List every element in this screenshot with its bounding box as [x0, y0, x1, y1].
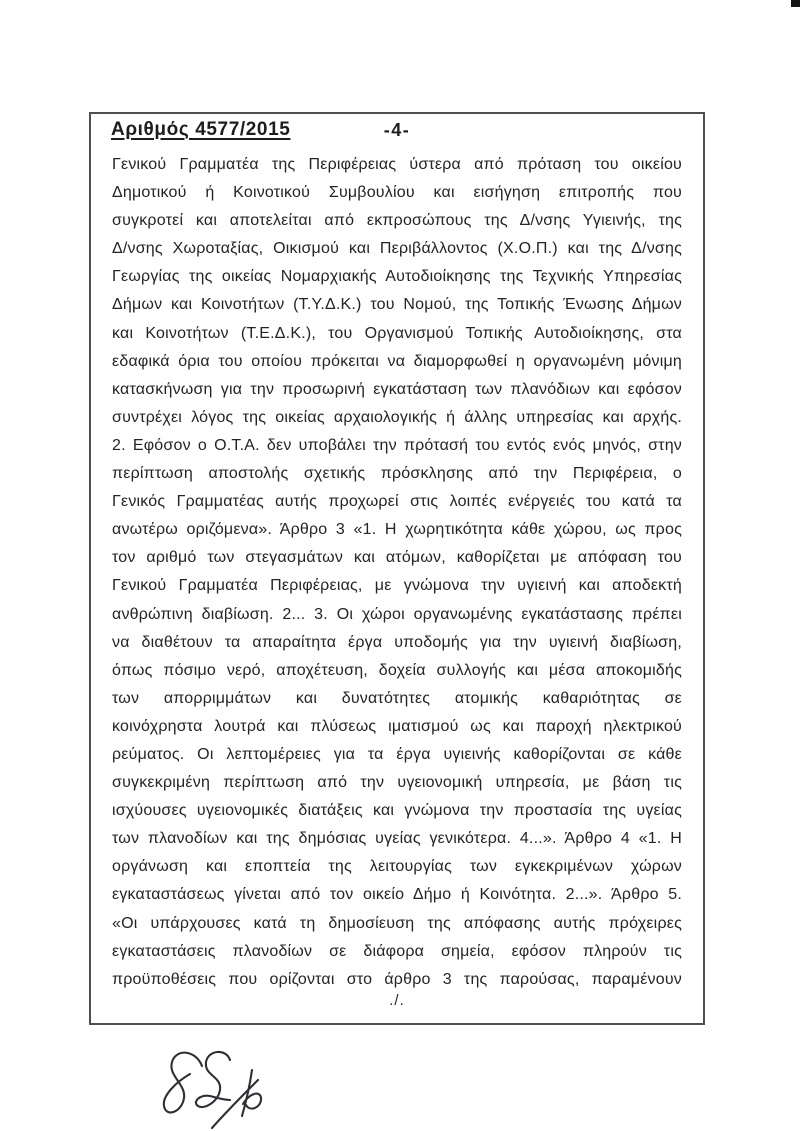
text-line: Γενικού Γραμματέα Περιφέρειας, με γνώμονα την υγιεινή και αποδεκτή: [112, 577, 682, 595]
page-number: -4-: [383, 120, 411, 140]
text-line: κατασκήνωση για την προσωρινή εγκατάσταση των πλανόδιων και εφόσον: [112, 380, 682, 398]
text-line: Δήμων και Κοινοτήτων (Τ.Υ.Δ.Κ.) του Νομού, της Τοπικής Ένωσης Δήμων: [112, 296, 682, 314]
text-line: οργάνωση και εποπτεία της λειτουργίας των εγκεκριμένων χώρων: [112, 858, 682, 876]
text-line: εδαφικά όρια του οποίου πρόκειται να διαμορφωθεί η οργανωμένη μόνιμη: [112, 352, 682, 370]
text-line: 2. Εφόσον ο Ο.Τ.Α. δεν υποβάλει την πρότασή του εντός ενός μηνός, στην: [112, 436, 682, 454]
text-line: Δημοτικού ή Κοινοτικού Συμβουλίου και εισήγηση επιτροπής που: [112, 184, 682, 202]
document-number: Αριθμός 4577/2015: [111, 119, 291, 140]
text-line: συγκροτεί και αποτελείται από εκπροσώπους της Δ/νσης Υγιεινής, της: [112, 212, 682, 230]
text-line: όπως πόσιμο νερό, αποχέτευση, δοχεία συλλογής και μέσα αποκομιδής: [112, 661, 682, 679]
text-line: ρεύματος. Οι λεπτομέρειες για τα έργα υγιεινής καθορίζονται σε κάθε: [112, 745, 682, 763]
content-frame: [89, 112, 705, 1025]
body-text: [112, 151, 682, 994]
text-line: κοινόχρηστα λουτρά και πλύσεως ιματισμού ως και παροχή ηλεκτρικού: [112, 717, 682, 735]
text-line: συντρέχει λόγος της οικείας αρχαιολογικής ή άλλης υπηρεσίας και αρχής.: [112, 408, 682, 426]
handwritten-signature-icon: [146, 1044, 302, 1130]
text-line: να διαθέτουν τα απαραίτητα έργα υποδομής για την υγιεινή διαβίωση,: [112, 633, 682, 651]
text-line: ανωτέρω οριζόμενα». Άρθρο 3 «1. Η χωρητικότητα κάθε χώρου, ως προς: [112, 521, 682, 539]
text-line: εγκαταστάσεως γίνεται από τον οικείο Δήμο ή Κοινότητα. 2...». Άρθρο 5.: [112, 886, 682, 904]
text-line: Γενικού Γραμματέα της Περιφέρειας ύστερα από πρόταση του οικείου: [112, 156, 682, 173]
text-line: προϋποθέσεις που ορίζονται στο άρθρο 3 της παρούσας, παραμένουν: [112, 970, 682, 988]
text-line: περίπτωση αποστολής σχετικής πρόσκλησης από την Περιφέρεια, ο: [112, 465, 682, 483]
text-line: Δ/νσης Χωροταξίας, Οικισμού και Περιβάλλοντος (Χ.Ο.Π.) και της Δ/νσης: [112, 240, 682, 258]
text-line: Γεωργίας της οικείας Νομαρχιακής Αυτοδιοίκησης της Τεχνικής Υπηρεσίας: [112, 268, 682, 286]
text-line: ισχύουσες υγειονομικές διατάξεις και γνώμονα την προστασία της υγείας: [112, 802, 682, 820]
continuation-mark: ./.: [389, 992, 405, 1009]
text-line: των πλανοδίων και της δημόσιας υγείας γενικότερα. 4...». Άρθρο 4 «1. Η: [112, 830, 682, 848]
text-line: τον αριθμό των στεγασμάτων και ατόμων, καθορίζεται με απόφαση του: [112, 549, 682, 567]
text-line: των απορριμμάτων και δυνατότητες ατομικής καθαριότητας σε: [112, 689, 682, 707]
text-line: Γενικός Γραμματέας αυτής προχωρεί στις λοιπές ενέργειές του κατά τα: [112, 493, 682, 511]
text-line: συγκεκριμένη περίπτωση από την υγειονομική υπηρεσία, με βάση τις: [112, 774, 682, 792]
text-line: «Οι υπάρχουσες κατά τη δημοσίευση της απόφασης αυτής πρόχειρες: [112, 914, 682, 932]
scan-artifact: [791, 0, 800, 7]
text-line: ανθρώπινη διαβίωση. 2... 3. Οι χώροι οργανωμένης εγκατάστασης πρέπει: [112, 605, 682, 623]
text-line: και Κοινοτήτων (Τ.Ε.Δ.Κ.), του Οργανισμού Τοπικής Αυτοδιοίκησης, στα: [112, 324, 682, 342]
text-line: εγκαταστάσεις πλανοδίων σε διάφορα σημεία, εφόσον πληρούν τις: [112, 942, 682, 960]
